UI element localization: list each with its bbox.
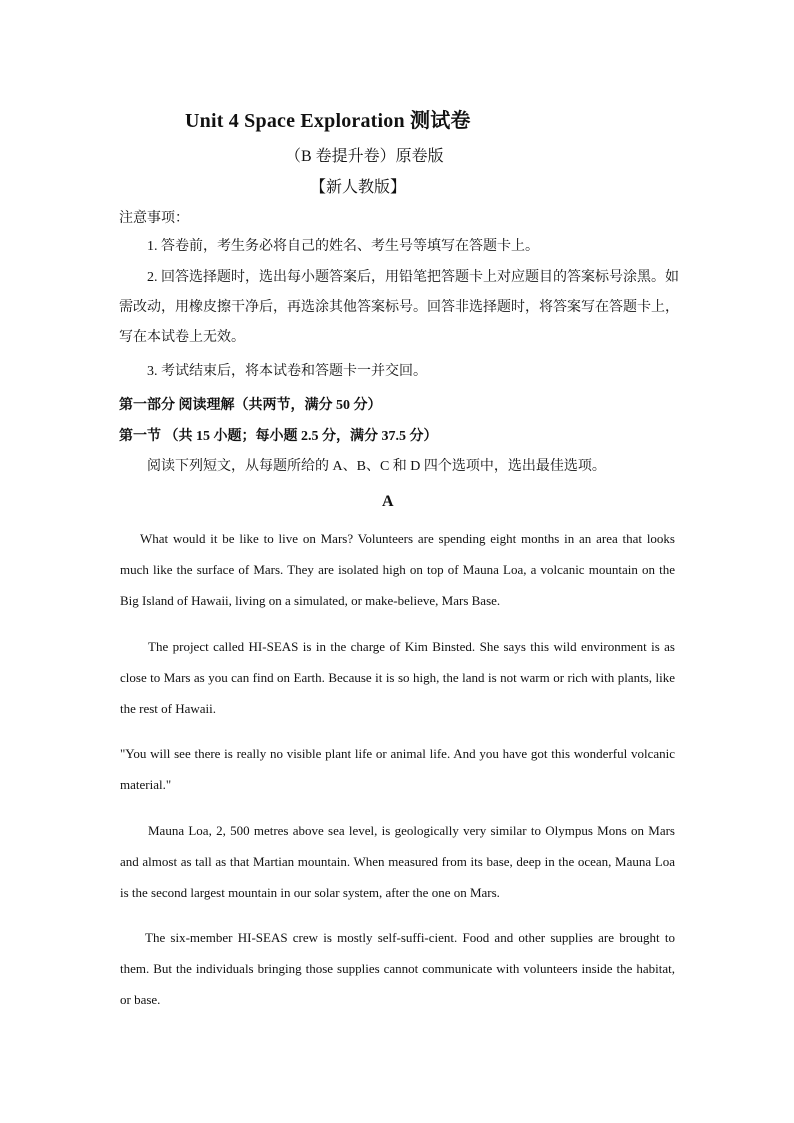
notice-item-1: 1. 答卷前，考生务必将自己的姓名、考生号等填写在答题卡上。 [147, 239, 539, 254]
notice-item-2: 2. 回答选择题时，选出每小题答案后，用铅笔把答题卡上对应题目的答案标号涂黑。如需改动，用橡皮擦干净后，再选涂其他答案标号。回答非选择题时，将答案写在答题卡上，写在本试卷上无效。 [119, 270, 679, 345]
notice-heading: 注意事项： [119, 211, 189, 226]
passage-letter: A [382, 493, 394, 510]
passage-paragraph-5: The six-member HI-SEAS crew is mostly self-suffi-cient. Food and other supplies are brought to them. But the individuals bringing those supplies cannot communicate with volunteers inside the habitat, or base. [120, 930, 675, 1007]
section-heading: 第一节 （共 15 小题；每小题 2.5 分，满分 37.5 分） [119, 429, 438, 444]
reading-instruction: 阅读下列短文，从每题所给的 A、B、C 和 D 四个选项中，选出最佳选项。 [147, 459, 606, 474]
passage-paragraph-3: "You will see there is really no visible plant life or animal life. And you have got this wonderful volcanic material." [120, 746, 675, 792]
page-title: Unit 4 Space Exploration 测试卷 [185, 110, 471, 132]
passage-paragraph-1: What would it be like to live on Mars? Volunteers are spending eight months in an area that looks much like the surface of Mars. They are isolated high on top of Mauna Loa, a volcanic mountain on the Big Island of Hawaii, living on a simulated, or make-believe, Mars Base. [120, 531, 675, 608]
edition-label: 【新人教版】 [310, 179, 407, 196]
part-heading: 第一部分 阅读理解（共两节，满分 50 分） [119, 398, 382, 413]
passage-paragraph-4: Mauna Loa, 2, 500 metres above sea level, is geologically very similar to Olympus Mons on Mars and almost as tall as that Martian mountain. When measured from its base, deep in the ocean, Mauna Loa is the second largest mountain in our solar system, after the one on Mars. [120, 823, 675, 900]
page-subtitle: （B 卷提升卷）原卷版 [285, 148, 444, 165]
passage-paragraph-2: The project called HI-SEAS is in the charge of Kim Binsted. She says this wild environment is as close to Mars as you can find on Earth. Because it is so high, the land is not warm or rich with plants, like the rest of Hawaii. [120, 639, 675, 716]
notice-item-3: 3. 考试结束后，将本试卷和答题卡一并交回。 [147, 364, 427, 379]
